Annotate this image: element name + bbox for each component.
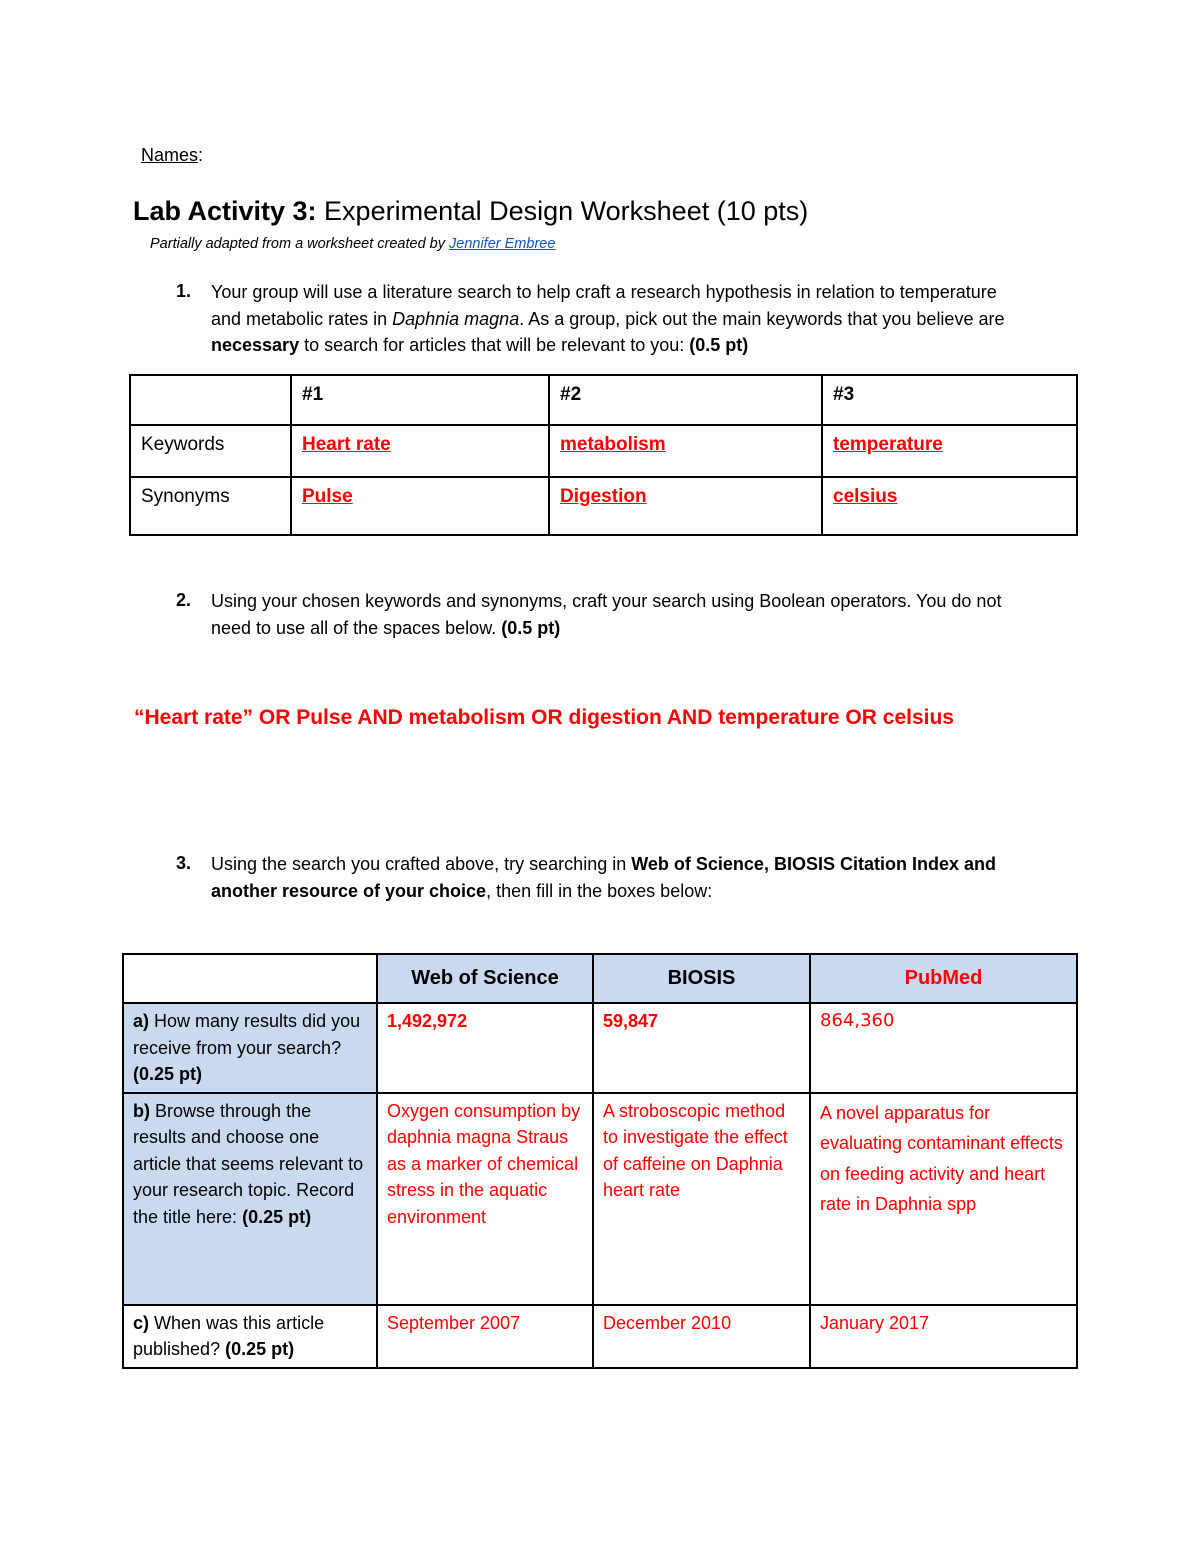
q1-species: Daphnia magna: [392, 308, 520, 329]
question-points: (0.25 pt): [133, 1064, 203, 1084]
article-title-pubmed[interactable]: A novel apparatus for evaluating contaminant effects on feeding activity and heart rate in Daphnia spp: [810, 1093, 1077, 1305]
question-letter: a): [133, 1011, 150, 1031]
q2-text: Using your chosen keywords and synonyms, craft your search using Boolean operators. You do not need to use all of the spaces below.: [211, 591, 1002, 638]
question-1-number: 1.: [176, 281, 192, 301]
header-cell-1: #1: [291, 375, 549, 425]
header-cell-3: #3: [822, 375, 1077, 425]
question-c-cell: [123, 1305, 377, 1368]
subtitle: [150, 236, 555, 252]
synonym-2[interactable]: Digestion: [549, 477, 822, 535]
keyword-3[interactable]: temperature: [822, 425, 1077, 477]
header-cell-empty: [130, 375, 291, 425]
keyword-2[interactable]: metabolism: [549, 425, 822, 477]
question-1-text: [211, 279, 1031, 359]
result-count-pubmed[interactable]: 864,360: [810, 1003, 1077, 1093]
question-points: (0.25 pt): [242, 1206, 312, 1227]
question-text: Browse through the results and choose one article that seems relevant to your research topic. Record the title here:: [133, 1100, 364, 1227]
header-cell-empty: [123, 954, 377, 1003]
keyword-1[interactable]: Heart rate: [291, 425, 549, 477]
keyword-table-header: [130, 375, 1077, 425]
q1-text-b: . As a group, pick out the main keywords that you believe are: [519, 308, 1005, 329]
result-count-biosis[interactable]: 59,847: [593, 1003, 810, 1093]
table-row: [130, 425, 1077, 477]
result-count-wos[interactable]: 1,492,972: [377, 1003, 593, 1093]
row-label: Synonyms: [130, 477, 291, 535]
question-letter: b): [133, 1100, 150, 1121]
results-table-header: [123, 954, 1077, 1003]
question-letter: c): [133, 1312, 150, 1333]
title-rest: Experimental Design Worksheet (10 pts): [316, 196, 809, 226]
q1-points: (0.5 pt): [689, 335, 749, 355]
publish-date-wos[interactable]: September 2007: [377, 1305, 593, 1368]
publish-date-biosis[interactable]: December 2010: [593, 1305, 810, 1368]
q3-text-b: , then fill in the boxes below:: [486, 880, 713, 901]
boolean-search-answer[interactable]: “Heart rate” OR Pulse AND metabolism OR digestion AND temperature OR celsius: [134, 706, 954, 729]
keyword-table: [129, 374, 1078, 536]
author-link[interactable]: Jennifer Embree: [449, 236, 556, 252]
table-row: [130, 477, 1077, 535]
question-3-number: 3.: [176, 853, 192, 873]
synonym-3[interactable]: celsius: [822, 477, 1077, 535]
header-biosis: BIOSIS: [593, 954, 810, 1003]
question-2-number: 2.: [176, 590, 192, 610]
question-text: When was this article published?: [133, 1312, 325, 1359]
q3-text-a: Using the search you crafted above, try searching in: [211, 854, 632, 874]
row-label: Keywords: [130, 425, 291, 477]
question-2-text: [211, 588, 1041, 641]
q1-text-c: to search for articles that will be relevant to you:: [299, 335, 690, 355]
header-cell-2: #2: [549, 375, 822, 425]
header-pubmed: PubMed: [810, 954, 1077, 1003]
table-row: [123, 1003, 1077, 1093]
results-table: [122, 953, 1078, 1369]
question-b-cell: [123, 1093, 377, 1305]
article-title-wos[interactable]: Oxygen consumption by daphnia magna Straus as a marker of chemical stress in the aquatic environment: [377, 1093, 593, 1305]
synonym-1[interactable]: Pulse: [291, 477, 549, 535]
question-text: How many results did you receive from your search?: [133, 1011, 361, 1058]
table-row: [123, 1305, 1077, 1368]
names-line: [141, 145, 203, 166]
question-a-cell: [123, 1003, 377, 1093]
page-title: [133, 196, 808, 227]
q1-emphasis: necessary: [211, 335, 300, 355]
q3-resources: Web of Science, BIOSIS Citation Index and another resource of your choice: [211, 854, 996, 901]
article-title-biosis[interactable]: A stroboscopic method to investigate the effect of caffeine on Daphnia heart rate: [593, 1093, 810, 1305]
question-points: (0.25 pt): [225, 1339, 295, 1359]
publish-date-pubmed[interactable]: January 2017: [810, 1305, 1077, 1368]
names-colon: :: [198, 145, 204, 165]
names-label: Names: [141, 145, 199, 165]
header-web-of-science: Web of Science: [377, 954, 593, 1003]
q1-text-a: Your group will use a literature search to help craft a research hypothesis in relation to temperature and metabolic rates in: [211, 282, 997, 329]
question-3-text: [211, 851, 1051, 904]
subtitle-prefix: Partially adapted from a worksheet created by: [150, 236, 450, 252]
q2-points: (0.5 pt): [501, 617, 561, 638]
table-row: [123, 1093, 1077, 1305]
title-bold: Lab Activity 3:: [133, 196, 317, 226]
